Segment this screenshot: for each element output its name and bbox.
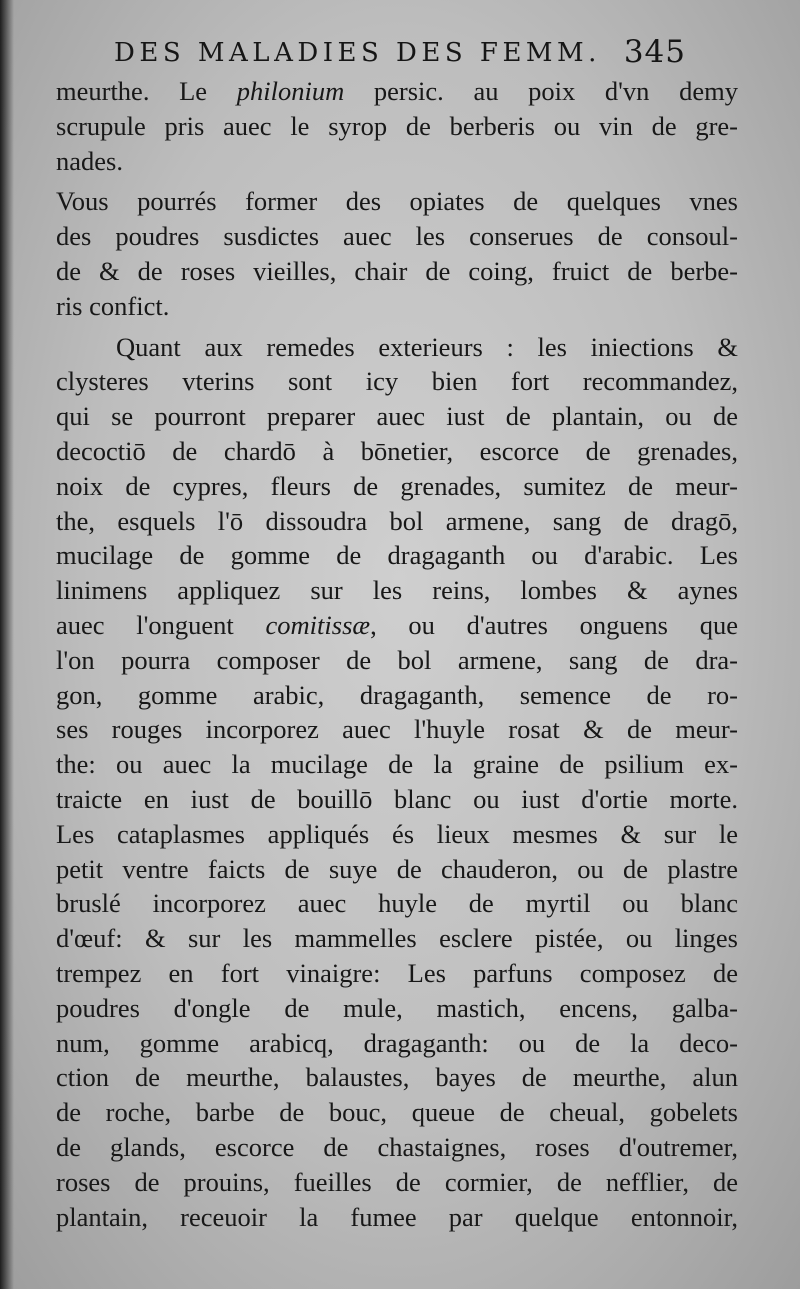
text-line: linimens appliquez sur les reins, lombes & aynes xyxy=(56,575,738,606)
text-line: de glands, escorce de chastaignes, roses d'outremer, xyxy=(56,1131,738,1162)
text-line: ses rouges incorporez auec l'huyle rosat & de meur- xyxy=(56,714,738,745)
text-line: num, gomme arabicq, dragaganth: ou de la deco- xyxy=(56,1027,738,1058)
text-line: gon, gomme arabic, dragaganth, semence de ro- xyxy=(56,679,738,710)
paragraph xyxy=(56,330,738,1235)
text-line: roses de prouins, fueilles de cormier, de nefflier, de xyxy=(56,1166,738,1197)
text-line: meurthe. Le philonium persic. au poix d'vn demy xyxy=(56,76,738,106)
text-line: de & de roses vieilles, chair de coing, fruict de berbe- xyxy=(56,255,738,286)
text-line: bruslé incorporez auec huyle de myrtil ou blanc xyxy=(56,888,738,919)
text-line: de roche, barbe de bouc, queue de cheual, gobelets xyxy=(56,1097,738,1128)
text-line: mucilage de gomme de dragaganth ou d'arabic. Les xyxy=(56,540,738,571)
paragraph xyxy=(56,74,738,178)
running-title: DES MALADIES DES FEMM. xyxy=(114,38,601,68)
text-line: Quant aux remedes exterieurs : les iniections & xyxy=(116,331,738,362)
text-line: poudres d'ongle de mule, mastich, encens, galba- xyxy=(56,992,738,1023)
text-line: nades. xyxy=(56,145,123,176)
text-line: ction de meurthe, balaustes, bayes de meurthe, alun xyxy=(56,1062,738,1093)
running-head xyxy=(114,34,686,74)
text-line: decoctiō de chardō à bōnetier, escorce de grenades, xyxy=(56,435,738,466)
text-line: scrupule pris auec le syrop de berberis ou vin de gre- xyxy=(56,110,738,141)
text-line: Les cataplasmes appliqués és lieux mesmes & sur le xyxy=(56,818,738,849)
body-text xyxy=(56,74,738,1234)
text-line: clysteres vterins sont icy bien fort recommandez, xyxy=(56,366,738,397)
text-line: traicte en iust de bouillō blanc ou iust d'ortie morte. xyxy=(56,783,738,814)
text-line: d'œuf: & sur les mammelles esclere pistée, ou linges xyxy=(56,923,738,954)
text-line: trempez en fort vinaigre: Les parfuns composez de xyxy=(56,957,738,988)
text-line: auec l'onguent comitissæ, ou d'autres onguens que xyxy=(56,609,738,640)
text-line: the: ou auec la mucilage de la graine de psilium ex- xyxy=(56,749,738,780)
text-line: petit ventre faicts de suye de chauderon, ou de plastre xyxy=(56,853,738,884)
page-number: 345 xyxy=(623,34,686,70)
text-line: Vous pourrés former des opiates de quelques vnes xyxy=(56,186,738,217)
text-line: l'on pourra composer de bol armene, sang de dra- xyxy=(56,644,738,675)
text-line: noix de cypres, fleurs de grenades, sumitez de meur- xyxy=(56,470,738,501)
text-line: plantain, receuoir la fumee par quelque entonnoir, xyxy=(56,1201,738,1232)
text-line: des poudres susdictes auec les conserues de consoul- xyxy=(56,221,738,252)
text-line: qui se pourront preparer auec iust de plantain, ou de xyxy=(56,401,738,432)
text-line: ris confict. xyxy=(56,290,170,321)
text-line: the, esquels l'ō dissoudra bol armene, sang de dragō, xyxy=(56,505,738,536)
paragraph xyxy=(56,184,738,323)
